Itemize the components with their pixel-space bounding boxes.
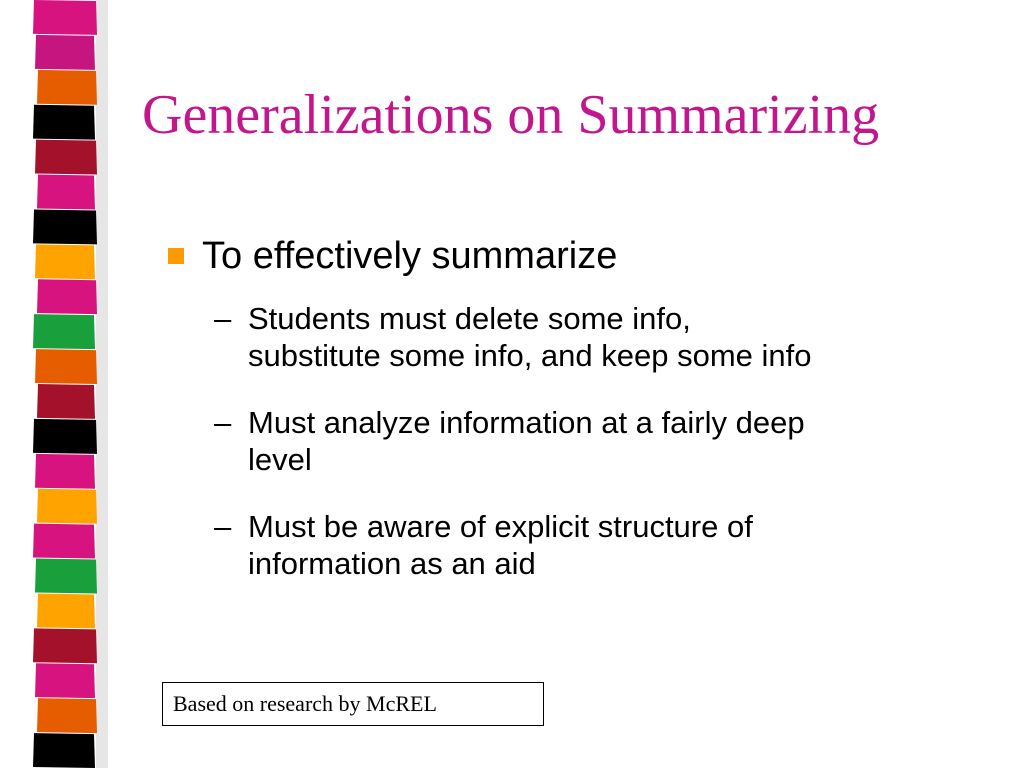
subpoint-line: substitute some info, and keep some info	[248, 338, 812, 373]
stripe-block	[37, 593, 95, 628]
subpoint-line: level	[248, 442, 312, 477]
stripe-block	[37, 489, 97, 524]
stripe-block	[33, 0, 97, 35]
stripe-block	[33, 628, 97, 663]
subpoint-line: Must be aware of explicit structure of	[248, 509, 753, 544]
subpoint-text	[248, 508, 1008, 582]
stripe-block	[37, 175, 95, 210]
square-bullet-icon	[168, 248, 184, 264]
source-note-box: Based on research by McREL	[162, 682, 544, 726]
dash-bullet: –	[214, 301, 232, 336]
stripe-shadow	[96, 0, 108, 768]
stripe-block	[35, 559, 97, 594]
subpoint-line: Students must delete some info,	[248, 301, 691, 336]
stripe-block	[33, 524, 95, 559]
subpoint-line: information as an aid	[248, 546, 536, 581]
stripe-block	[35, 35, 95, 70]
stripe-block	[33, 209, 97, 244]
stripe-block	[37, 279, 97, 314]
subpoint-text	[248, 300, 1008, 374]
slide-title: Generalizations on Summarizing	[142, 84, 880, 146]
stripe-block	[35, 663, 95, 698]
stripe-block	[33, 314, 95, 349]
stripe-block	[33, 105, 95, 140]
stripe-block	[35, 454, 95, 489]
stripe-block	[35, 140, 97, 175]
subpoint-line: Must analyze information at a fairly deep	[248, 405, 805, 440]
stripe-block	[37, 384, 95, 419]
stripe-block	[35, 349, 97, 384]
subpoint-text	[248, 404, 1008, 478]
dash-bullet: –	[214, 509, 232, 544]
decorative-color-stripe	[0, 0, 120, 768]
stripe-block	[37, 698, 97, 733]
stripe-block	[33, 733, 95, 768]
stripe-block	[37, 70, 97, 105]
main-bullet	[168, 232, 617, 280]
main-bullet-text: To effectively summarize	[202, 235, 618, 277]
stripe-block	[33, 419, 97, 454]
stripe-block	[35, 244, 95, 279]
dash-bullet: –	[214, 405, 232, 440]
